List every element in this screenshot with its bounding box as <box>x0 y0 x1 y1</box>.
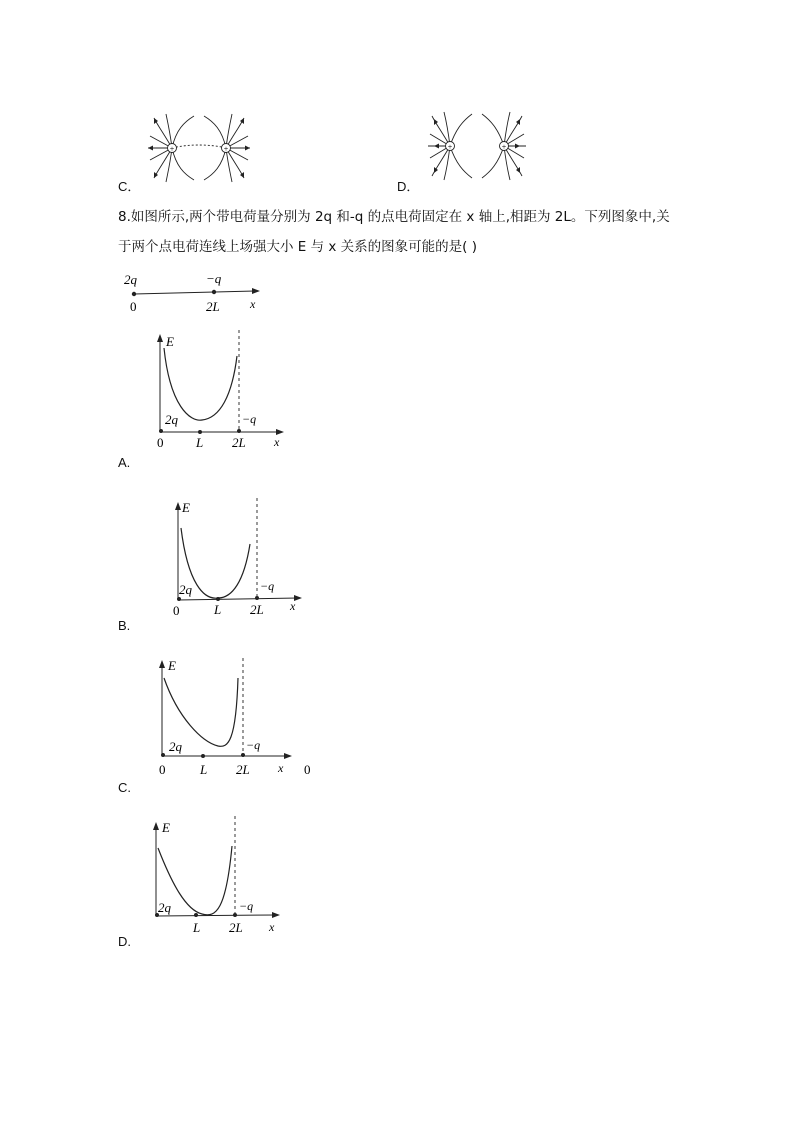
x-axis-label: x <box>278 761 284 775</box>
tick-label: 0 <box>173 603 180 618</box>
graph-option-d <box>146 814 291 940</box>
charge-label: −q <box>242 412 257 426</box>
charge-sign: + <box>501 142 507 152</box>
option-letter: D. <box>118 934 131 949</box>
charge-label: −q <box>206 271 222 286</box>
option-letter: D． <box>397 179 420 194</box>
option-letter: A. <box>118 455 131 470</box>
question-line-1: 8.如图所示,两个带电荷量分别为 2q 和-q 的点电荷固定在 x 轴上,相距为 2L。下列图象中,关 <box>118 209 670 225</box>
question-line-2: 于两个点电荷连线上场强大小 E 与 x 关系的图象可能的是( ) <box>118 239 478 255</box>
option-letter: B. <box>118 618 131 633</box>
charge-label: 2q <box>158 900 171 915</box>
option-letter: C． <box>118 179 141 194</box>
position-label: 2L <box>206 299 220 314</box>
graph-option-b <box>168 494 308 624</box>
tick-label: L <box>214 602 222 617</box>
field-option-d <box>420 104 536 190</box>
position-label: 0 <box>130 299 137 314</box>
tick-label: L <box>200 762 208 777</box>
tick-label: 0 <box>157 435 164 450</box>
tick-label: L <box>196 435 204 450</box>
charge-sign: + <box>447 142 453 152</box>
charge-sign: + <box>169 144 175 154</box>
field-option-c <box>118 104 268 190</box>
graph-option-a <box>150 326 290 456</box>
graph-option-c <box>152 656 327 786</box>
charge-label: 2q <box>179 582 192 597</box>
charge-sign: + <box>223 144 229 154</box>
extra-label: 0 <box>304 762 311 777</box>
setup-diagram <box>118 268 278 318</box>
charge-label: 2q <box>124 272 137 287</box>
y-axis-label: E <box>168 658 176 673</box>
x-axis-label: x <box>274 435 280 449</box>
field-lines-diagram-c <box>118 104 268 190</box>
axis-label: x <box>250 297 256 311</box>
charge-label: −q <box>260 579 275 593</box>
x-axis-label: x <box>290 599 296 613</box>
tick-label: 2L <box>236 762 250 777</box>
y-axis-label: E <box>166 334 174 349</box>
charge-label: 2q <box>165 412 178 427</box>
charge-label: −q <box>239 899 254 913</box>
tick-label: 0 <box>159 762 166 777</box>
charge-label: 2q <box>169 739 182 754</box>
tick-label: 2L <box>232 435 246 450</box>
tick-label: 2L <box>250 602 264 617</box>
y-axis-label: E <box>162 820 170 835</box>
tick-label: L <box>193 920 201 935</box>
x-axis-label: x <box>269 920 275 934</box>
tick-label: 2L <box>229 920 243 935</box>
option-letter: C. <box>118 780 131 795</box>
charge-label: −q <box>246 738 261 752</box>
field-lines-diagram-d <box>420 104 536 190</box>
y-axis-label: E <box>182 500 190 515</box>
